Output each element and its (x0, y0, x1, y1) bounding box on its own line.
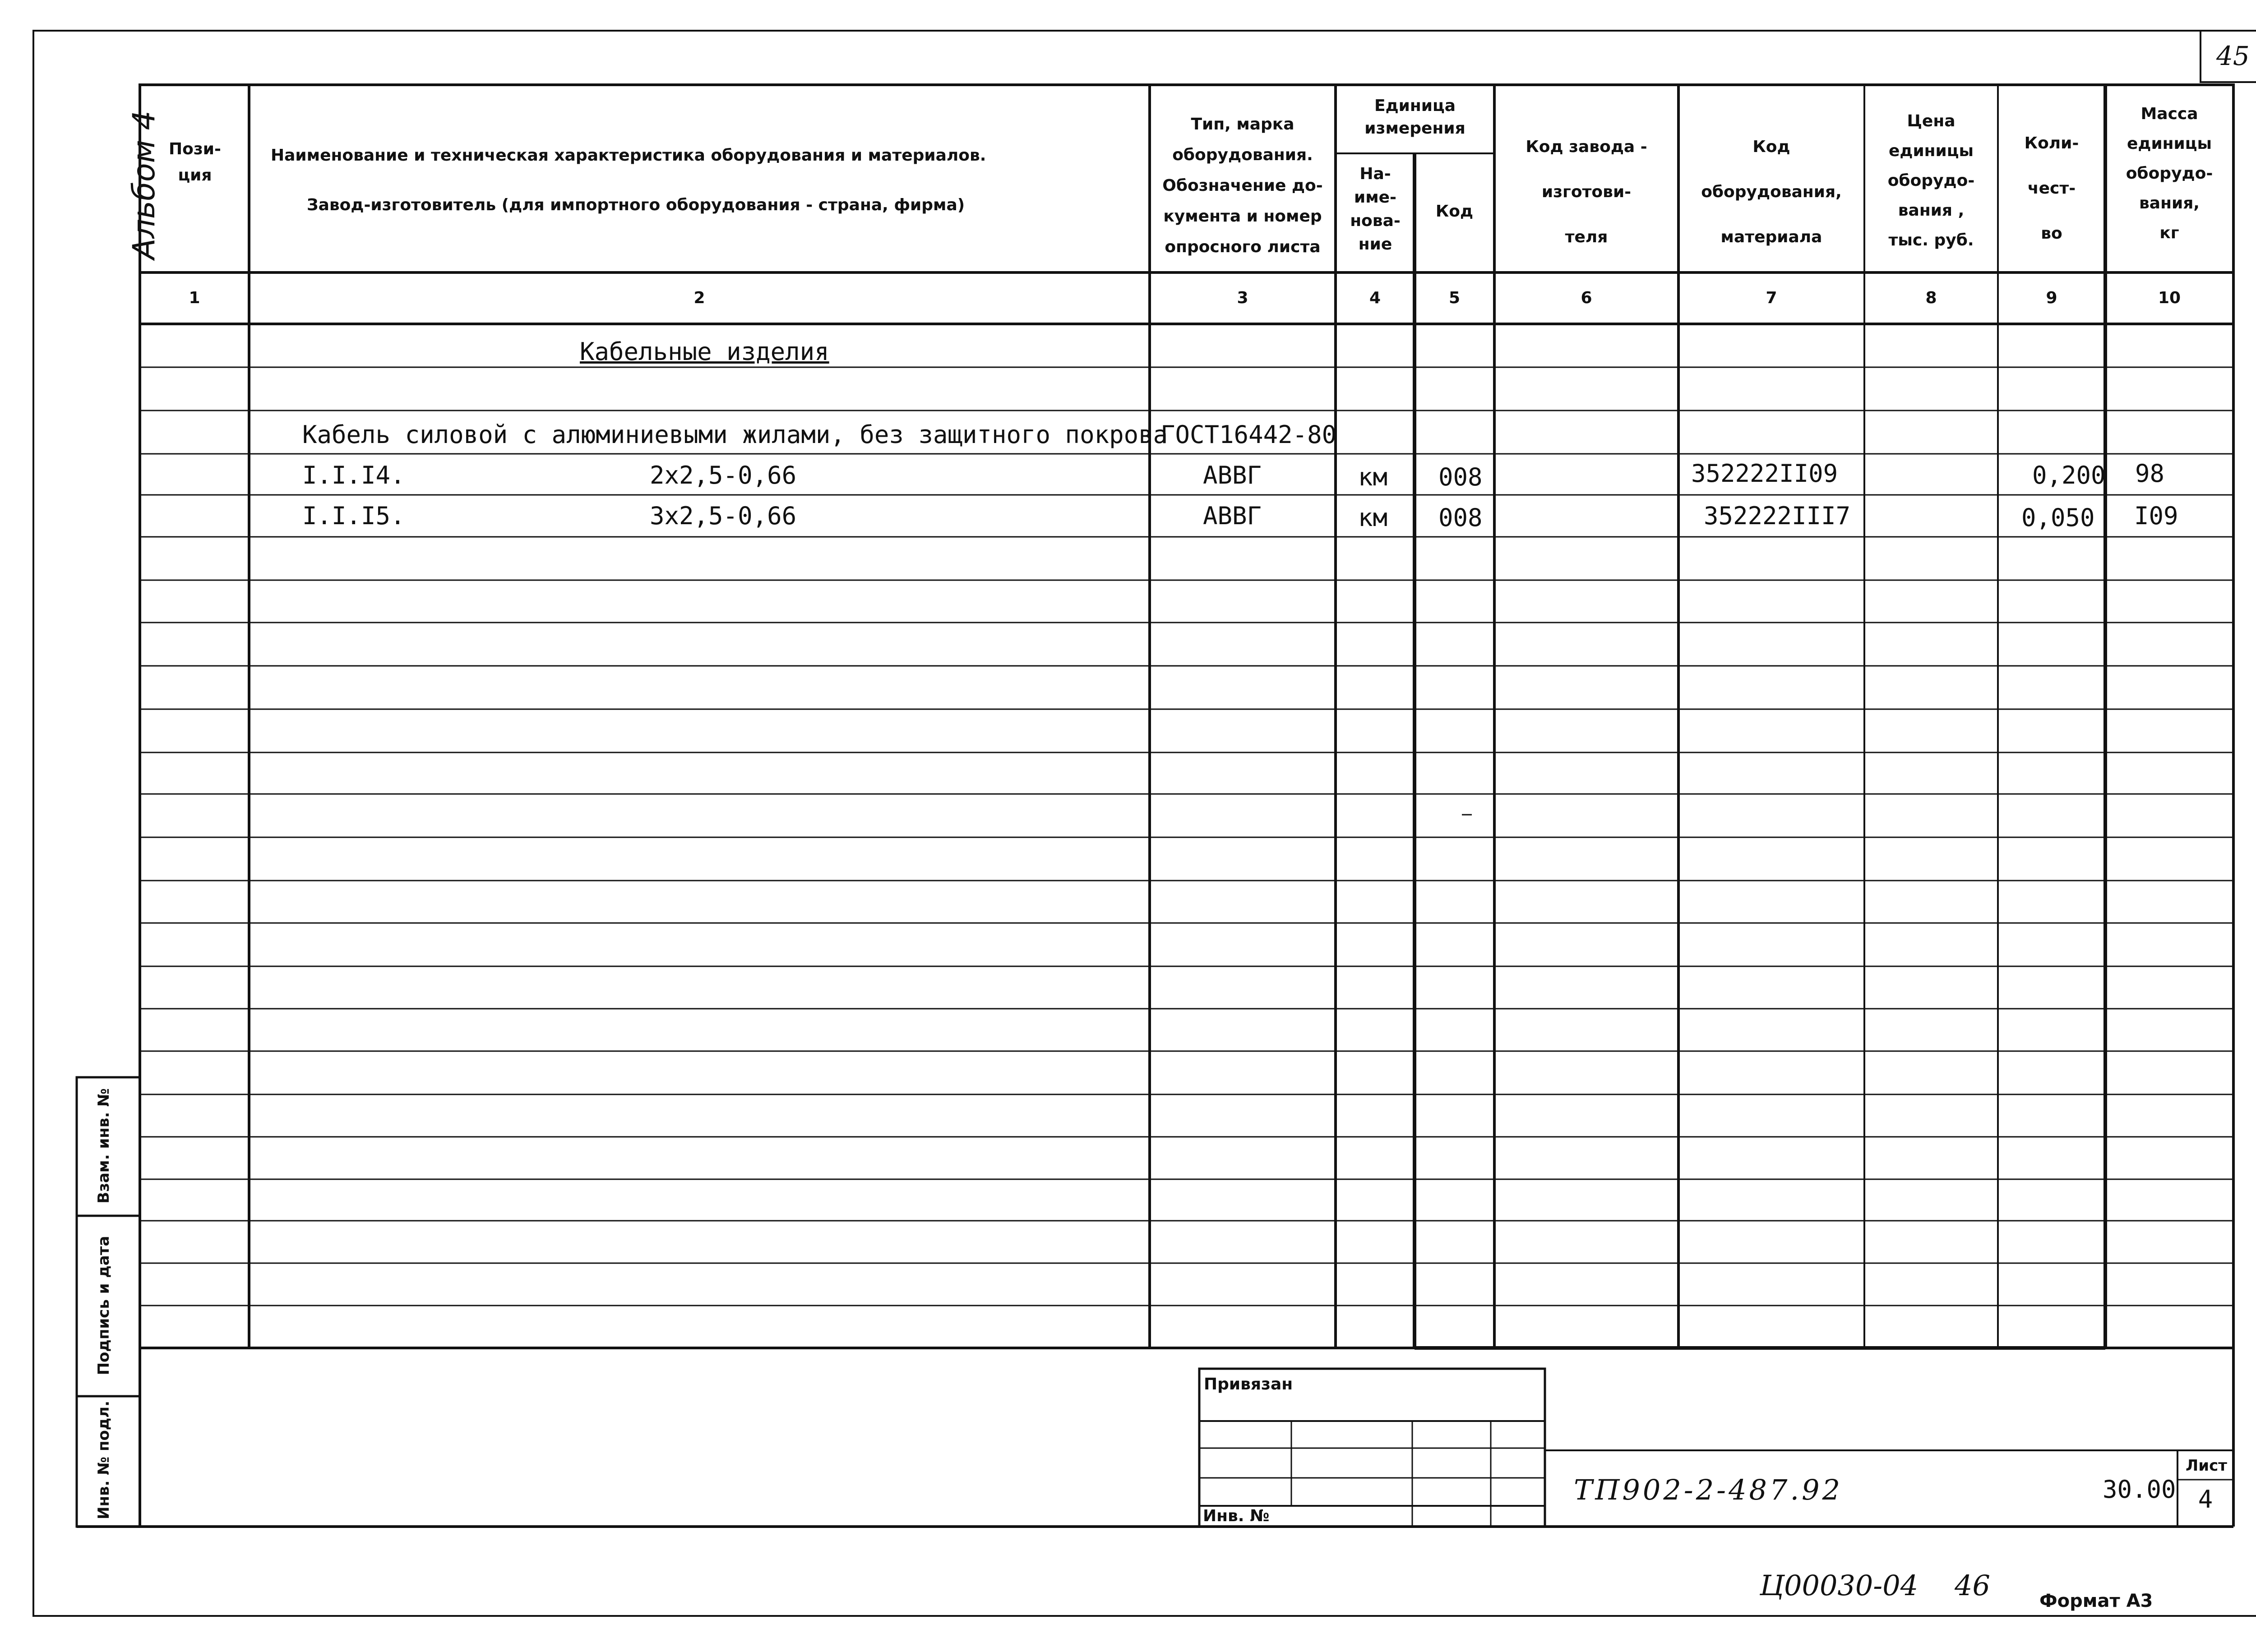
header-col4: На- име- нова- ние (1350, 165, 1401, 254)
header-col3: Тип, марка оборудования. Обозначение до- кумента и номер опросного листа (1162, 115, 1323, 256)
item2-type: АВВГ (1203, 502, 1262, 530)
format-label: Формат А3 (2039, 1591, 2153, 1611)
cable-standard: ГОСТ16442-80 (1160, 420, 1337, 449)
item2-spec: 3x2,5-0,66 (650, 502, 797, 530)
colnum-7: 7 (1766, 289, 1777, 307)
doc-code: ТП902-2-487.92 (1574, 1473, 1843, 1506)
item1-mass: 98 (2135, 459, 2165, 488)
colnum-8: 8 (1925, 289, 1937, 307)
colnum-3: 3 (1237, 289, 1248, 307)
stamp-signature-date: Подпись и дата (95, 1236, 113, 1375)
sheet-label: Лист (2186, 1457, 2227, 1475)
album-label: Альбом 4 (126, 111, 162, 259)
item1-type: АВВГ (1203, 461, 1262, 489)
header-col9: Коли- чест- во (2024, 134, 2079, 243)
item1-spec: 2x2,5-0,66 (650, 461, 797, 489)
colnum-6: 6 (1581, 289, 1592, 307)
inv-label: Инв. № (1203, 1507, 1270, 1525)
header-unit-group: Единица измерения (1364, 97, 1465, 138)
item1-qty: 0,200 (2032, 461, 2106, 489)
stamp-original-inv: Инв. № подл. (95, 1400, 113, 1519)
colnum-1: 1 (189, 289, 200, 307)
item2-qty: 0,050 (2021, 503, 2095, 532)
item2-name: I.I.I5. (302, 502, 405, 530)
item1-code: 352222II09 (1691, 459, 1838, 488)
archive-code: Ц00030-04 (1760, 1569, 1919, 1602)
colnum-10: 10 (2158, 289, 2181, 307)
sub-code: 30.00 (2103, 1475, 2176, 1504)
header-col8: Цена единицы оборудо- вания , тыс. руб. (1887, 112, 1975, 249)
colnum-2: 2 (693, 289, 705, 307)
colnum-5: 5 (1448, 289, 1461, 307)
colnum-9: 9 (2046, 289, 2057, 307)
item1-unit-code: 008 (1438, 463, 1483, 491)
header-col7: Код оборудования, материала (1701, 138, 1842, 246)
header-col5: Код (1435, 202, 1474, 221)
item1-name: I.I.I4. (302, 461, 405, 489)
header-col10: Масса единицы оборудо- вания, кг (2126, 105, 2213, 242)
colnum-4: 4 (1369, 289, 1381, 307)
cable-description: Кабель силовой с алюминиевыми жилами, без защитного покрова (302, 420, 1168, 449)
header-col6: Код завода - изготови- теля (1526, 138, 1647, 246)
bound-label: Привязан (1204, 1375, 1293, 1394)
page-number: 45 (2216, 41, 2250, 71)
item2-mass: I09 (2134, 502, 2178, 530)
item2-code: 352222III7 (1704, 502, 1851, 530)
header-col2: Наименование и техническая характеристика оборудования и материалов. Завод-изготовитель (для импортного оборудования - страна, фирма) (271, 146, 986, 214)
item1-unit: км (1358, 463, 1388, 491)
section-title: Кабельные изделия (580, 337, 829, 366)
item2-unit-code: 008 (1438, 503, 1483, 532)
item2-unit: км (1358, 503, 1388, 532)
stamp-replace-inv: Взам. инв. № (95, 1088, 113, 1204)
header-col1: Пози- ция (169, 140, 221, 185)
sheet-number: 4 (2198, 1485, 2213, 1514)
archive-number: 46 (1955, 1569, 1990, 1602)
